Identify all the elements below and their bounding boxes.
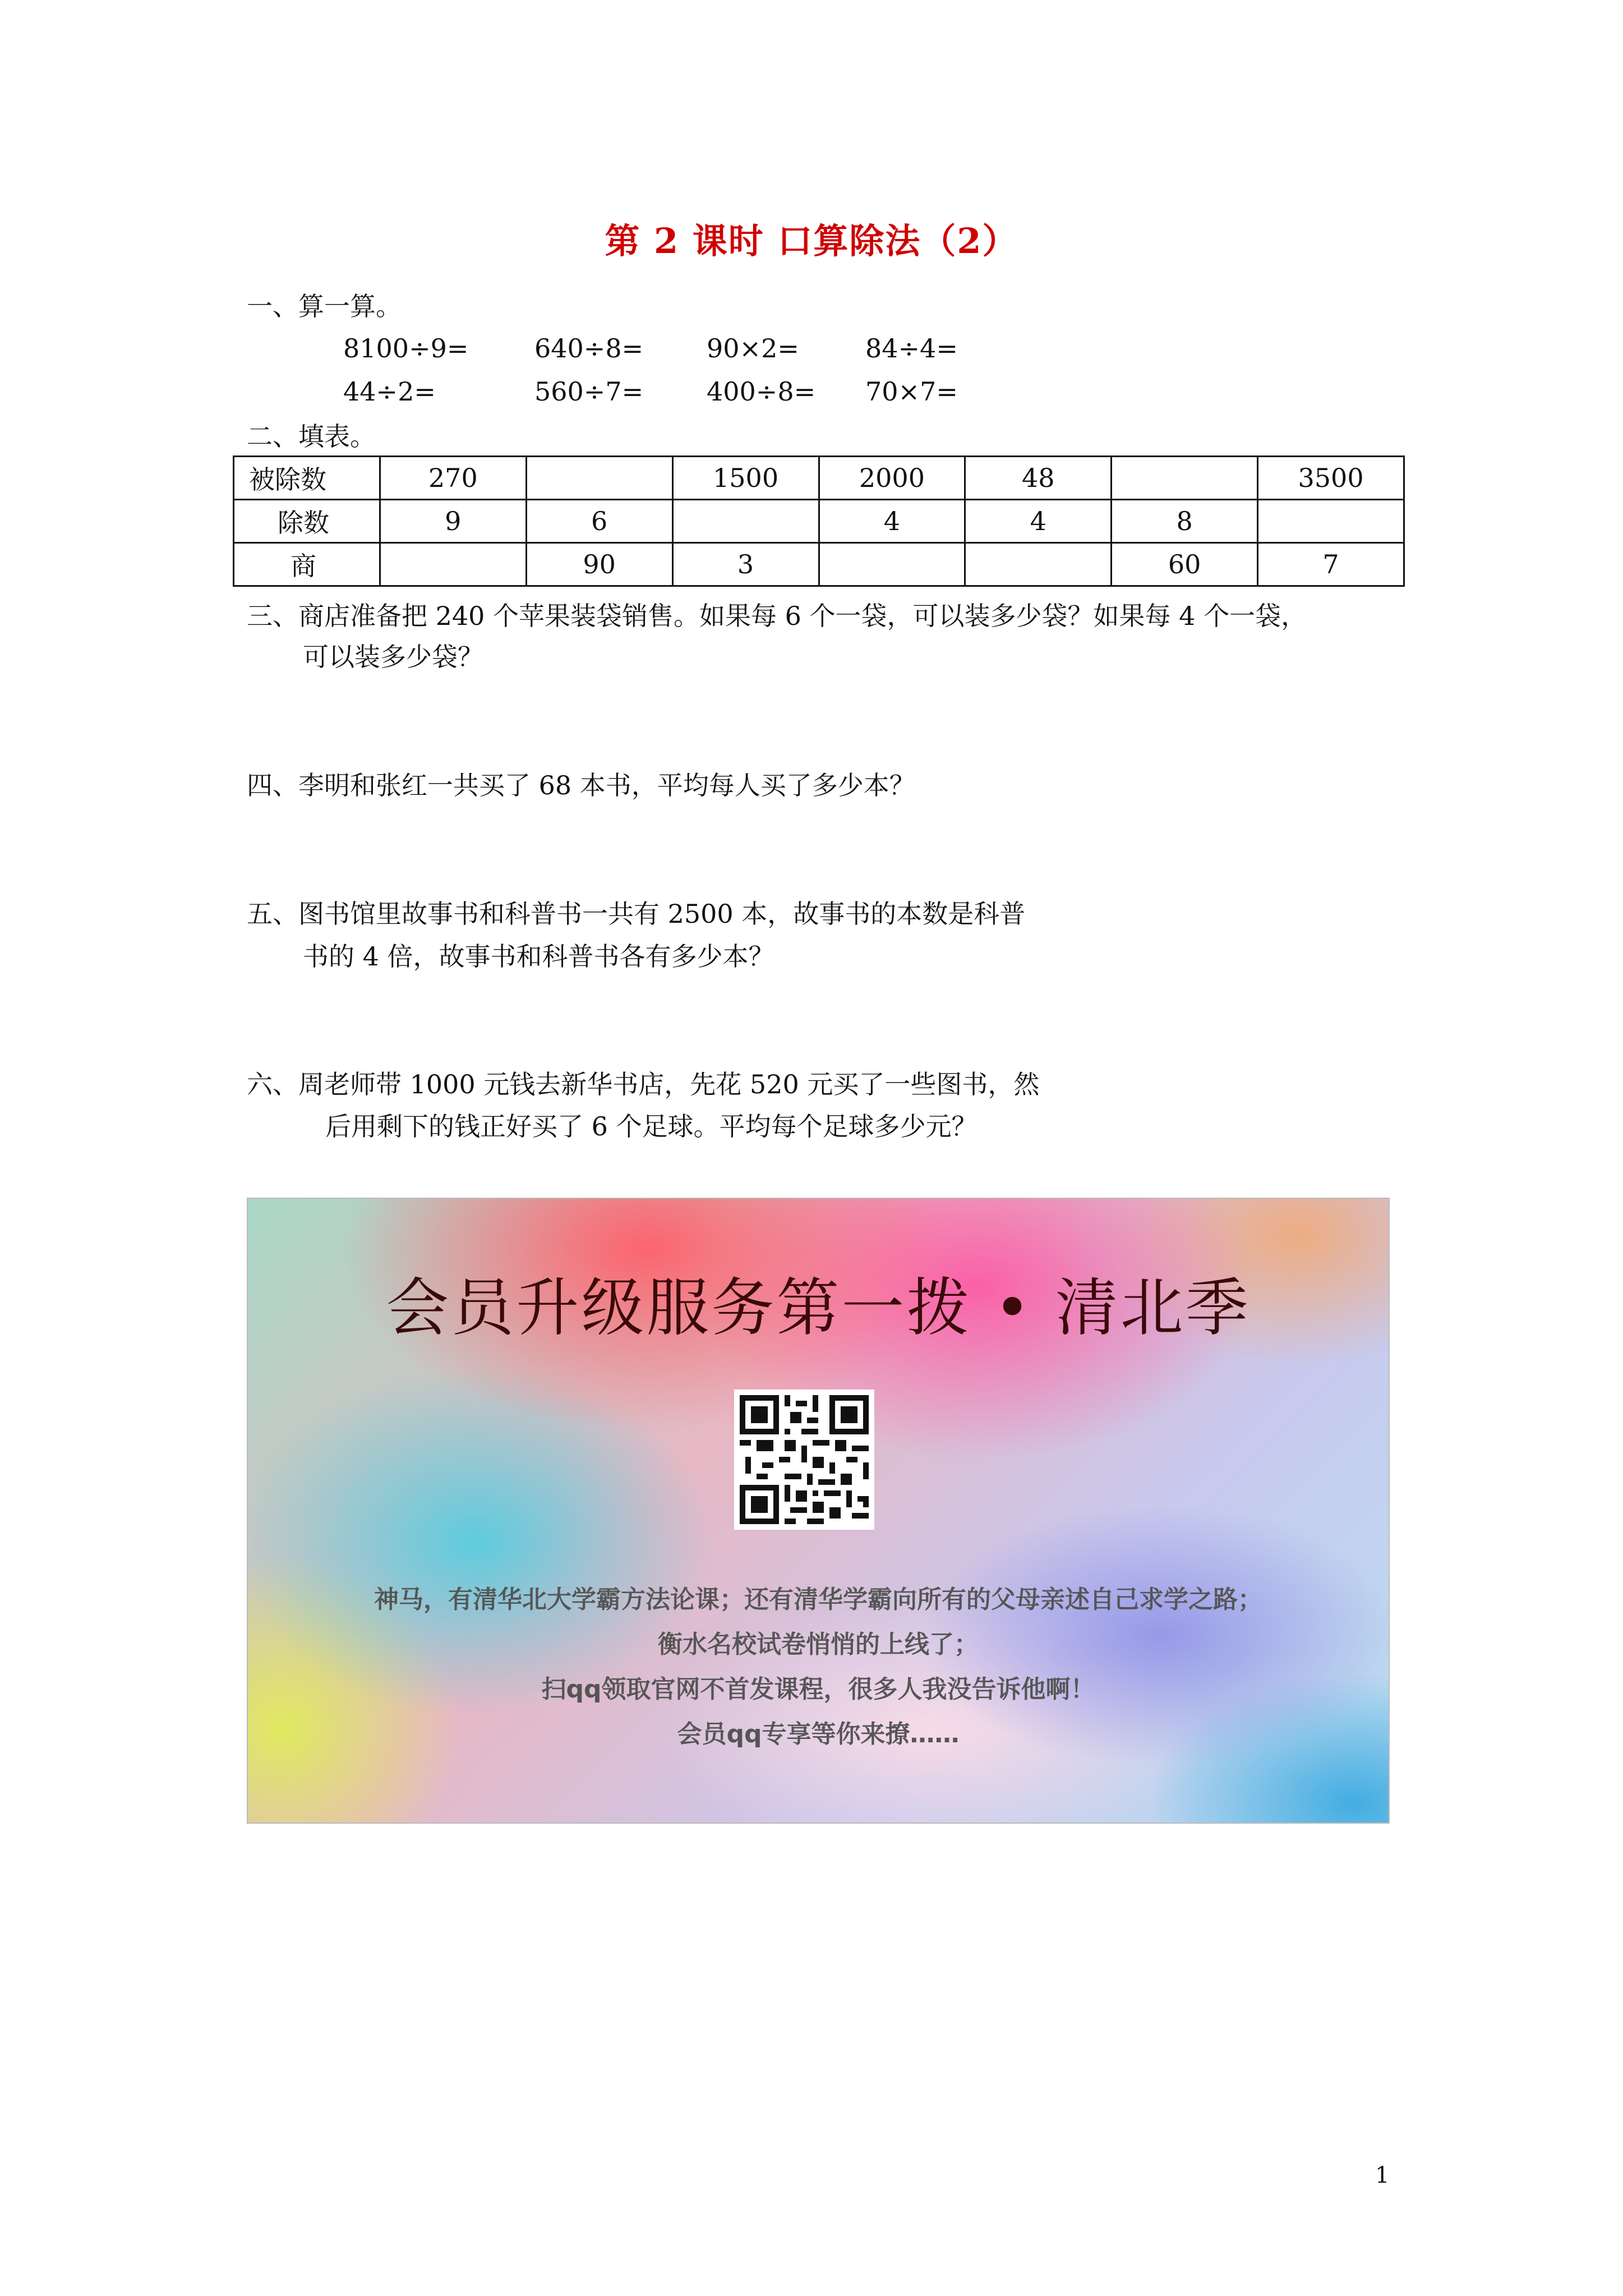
table-cell: 3500 [1258, 457, 1404, 500]
expr-r1-c1: 8100÷9= [343, 333, 469, 364]
table-header-cell: 商 [234, 543, 380, 586]
table-cell: 7 [1258, 543, 1404, 586]
page-number: 1 [1375, 2162, 1390, 2188]
division-table [233, 455, 1405, 587]
expr-r2-c2: 560÷7= [534, 376, 644, 407]
banner-title: 会员升级服务第一拨 • 清北季 [386, 1272, 1251, 1345]
banner-line-4: 会员qq专享等你来撩…… [677, 1720, 960, 1749]
question-6-line2: 后用剩下的钱正好买了 6 个足球。平均每个足球多少元？ [325, 1111, 978, 1142]
question-5-line1: 五、图书馆里故事书和科普书一共有 2500 本，故事书的本数是科普 [247, 899, 1026, 929]
question-3-line2: 可以装多少袋？ [303, 642, 483, 672]
table-cell: 6 [526, 500, 672, 543]
table-cell: 8 [1112, 500, 1258, 543]
table-cell: 90 [526, 543, 672, 586]
table-header-cell: 除数 [234, 500, 380, 543]
table-cell [526, 457, 672, 500]
question-3-line1: 三、商店准备把 240 个苹果装袋销售。如果每 6 个一袋，可以装多少袋？如果每 4 个一袋， [247, 601, 1307, 631]
table-cell: 48 [965, 457, 1112, 500]
banner-line-1: 神马，有清华北大学霸方法论课；还有清华学霸向所有的父母亲述自己求学之路； [374, 1585, 1262, 1614]
section1-heading: 一、算一算。 [247, 291, 402, 321]
promo-banner[interactable] [247, 1198, 1390, 1824]
expr-r1-c2: 640÷8= [534, 333, 644, 364]
expr-r2-c4: 70×7= [865, 376, 958, 407]
table-cell [1112, 457, 1258, 500]
table-cell [965, 543, 1112, 586]
table-cell [1258, 500, 1404, 543]
question-6-line1: 六、周老师带 1000 元钱去新华书店，先花 520 元买了一些图书，然 [247, 1069, 1040, 1099]
page-title: 第 2 课时 口算除法（2） [605, 220, 1018, 261]
table-cell [672, 500, 819, 543]
qr-code-icon[interactable] [734, 1389, 874, 1530]
table-cell: 270 [380, 457, 526, 500]
table-header-cell: 被除数 [234, 457, 380, 500]
expr-r1-c3: 90×2= [707, 333, 799, 364]
expr-r2-c1: 44÷2= [343, 376, 436, 407]
section2-heading: 二、填表。 [247, 421, 376, 452]
table-cell: 1500 [672, 457, 819, 500]
expr-r1-c4: 84÷4= [865, 333, 958, 364]
question-4-line1: 四、李明和张红一共买了 68 本书，平均每人买了多少本？ [247, 770, 915, 800]
table-cell: 4 [819, 500, 965, 543]
table-cell: 3 [672, 543, 819, 586]
table-cell: 9 [380, 500, 526, 543]
table-row [234, 500, 1404, 543]
table-cell [380, 543, 526, 586]
banner-line-3: 扫qq领取官网不首发课程，很多人我没告诉他啊！ [541, 1675, 1095, 1704]
table-cell [819, 543, 965, 586]
table-cell: 2000 [819, 457, 965, 500]
table-row [234, 457, 1404, 500]
question-5-line2: 书的 4 倍，故事书和科普书各有多少本？ [303, 941, 774, 972]
expr-r2-c3: 400÷8= [707, 376, 816, 407]
table-cell: 4 [965, 500, 1112, 543]
table-cell: 60 [1112, 543, 1258, 586]
table-row [234, 543, 1404, 586]
banner-line-2: 衡水名校试卷悄悄的上线了； [658, 1630, 979, 1659]
